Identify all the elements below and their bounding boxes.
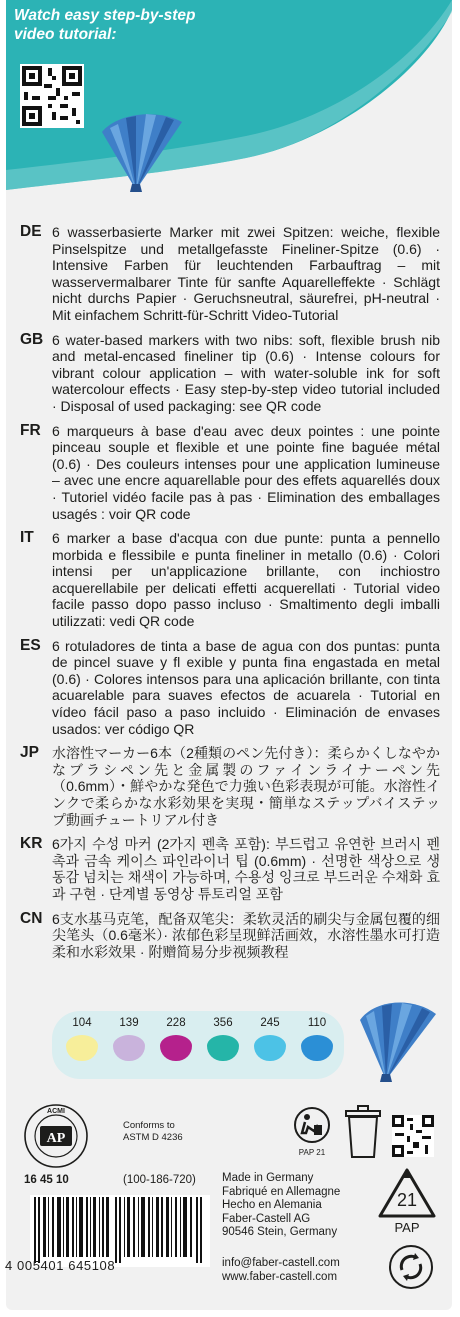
- description-jp: JP 水溶性マーカー6本（2種類のペン先付き）：柔らかくしなやかなブラシペン先と金属製のファインライナーペン先（0.6mm）・鮮やかな発色で力強い色彩表現が可能。水溶性インクで柔らかな水彩効果を実現・簡単なステップバイステップ動画チュートリアル付き: [20, 744, 440, 828]
- description-es: ES 6 rotuladores de tinta a base de agua con dos puntas: punta de pincel suave y fl exible y punta fina engastada en metal (0.6) · Colores intensos para una aplicación brillante, con tinta acuarelable para suaves efectos de acuarela · Tutorial en vídeo fácil paso a paso incluido · Eliminación de envases usados: ver código QR: [20, 636, 440, 737]
- shell-illustration-bottom: [356, 992, 440, 1089]
- color-swatch-strip: [52, 1011, 344, 1079]
- recycle-arrows-icon: [388, 1244, 434, 1295]
- qr-code-disposal[interactable]: [392, 1115, 434, 1157]
- pap21-icon: [290, 1103, 334, 1168]
- swatch-dot: [207, 1035, 239, 1061]
- description-gb: GB 6 water-based markers with two nibs: soft, flexible brush nib and metal-encased fineliner tip (0.6) · Intense colours for vibrant colour application – with water-soluble ink for soft watercolour effects · Easy step-by-step video tutorial included · Disposal of used packaging: see QR code: [20, 330, 440, 414]
- swatch-245: 245: [246, 1011, 294, 1061]
- qr-code-tutorial[interactable]: [20, 64, 84, 128]
- website-link[interactable]: www.faber-castell.com: [222, 1271, 338, 1283]
- swatch-dot: [301, 1035, 333, 1061]
- swatch-dot: [160, 1035, 192, 1061]
- swatch-dot: [254, 1035, 286, 1061]
- product-descriptions: [20, 224, 440, 968]
- astm-conformance: Conforms to ASTM D 4236: [123, 1120, 183, 1143]
- description-fr: FR 6 marqueurs à base d'eau avec deux pointes : une pointe pinceau souple et flexible et une pointe fine baguée métal (0.6) · Des couleurs intenses pour une application lumineuse – avec une encre aquarellable pour des effets aquarellés doux · Tutoriel vidéo facile pas à pas · Elimination des emballages usagés : voir QR code: [20, 421, 440, 522]
- swatch-228: 228: [152, 1011, 200, 1061]
- email-link[interactable]: info@faber-castell.com: [222, 1257, 340, 1269]
- swatch-104: 104: [58, 1011, 106, 1061]
- swatch-356: 356: [199, 1011, 247, 1061]
- description-it: IT 6 marker a base d'acqua con due punte: punta a pennello morbida e flessibile e punta fineliner in metallo (0.6) · Colori intensi per un'applicazione brillante, con inchiostro acquerellabile per delicati effetti acquerellati · Tutorial video facile passo dopo passo incluso · Smaltimento degli imballi utilizzati: vedi QR code: [20, 529, 440, 630]
- acmi-ap-seal: [23, 1103, 115, 1174]
- barcode: [30, 1195, 210, 1267]
- pap-label: PAP: [394, 1220, 420, 1235]
- ap-label: AP: [46, 1131, 66, 1146]
- video-tutorial-heading: Watch easy step-by-step video tutorial:: [14, 7, 196, 43]
- pap-number: 21: [396, 1190, 418, 1210]
- recycling-pap21-icon: [372, 1166, 442, 1243]
- bin-icon: [341, 1103, 385, 1168]
- description-cn: CN 6支水基马克笔，配备双笔尖：柔软灵活的刷尖与金属包覆的细尖笔头（0.6毫米）· 浓郁色彩呈现鲜活画效，水溶性墨水可打造柔和水彩效果 · 附赠简易分步视频教程: [20, 909, 440, 960]
- acmi-label: ACMI: [47, 1108, 65, 1115]
- description-kr: KR 6가지 수성 마커 (2가지 펜촉 포함): 부드럽고 유연한 브러시 펜촉과 금속 케이스 파인라이너 팁 (0.6mm) · 선명한 색상으로 생동감 넘치는 채색이 가능하며, 수용성 잉크로 부드러운 수채화 효과 구현 · 단계별 동영상 튜토리얼 포함: [20, 835, 440, 902]
- swatch-dot: [113, 1035, 145, 1061]
- article-number: 16 45 10: [24, 1174, 69, 1186]
- barcode-digits: 4 005401 645108: [5, 1258, 116, 1273]
- shell-illustration-top: [96, 106, 188, 199]
- swatch-dot: [66, 1035, 98, 1061]
- article-code: (100-186-720): [123, 1174, 196, 1186]
- contact-info: [222, 1256, 340, 1284]
- pap21-label: PAP 21: [298, 1148, 326, 1157]
- manufacturer-info: Made in Germany Fabriqué en Allemagne Hecho en Alemania Faber-Castell AG 90546 Stein, Germany: [222, 1172, 341, 1238]
- swatch-139: 139: [105, 1011, 153, 1061]
- description-de: DE 6 wasserbasierte Marker mit zwei Spitzen: weiche, flexible Pinselspitze und metallgefasste Fineliner-Spitze (0.6) · Intensive Farben für leuchtenden Farbauftrag – mit wasservermalbarer Tinte für sanfte Aquarelleffekte · Schlägt nicht durchs Papier · Geruchsneutral, säurefrei, pH-neutral · Mit einfachem Schritt-für-Schritt Video-Tutorial: [20, 223, 440, 323]
- swatch-110: 110: [293, 1011, 341, 1061]
